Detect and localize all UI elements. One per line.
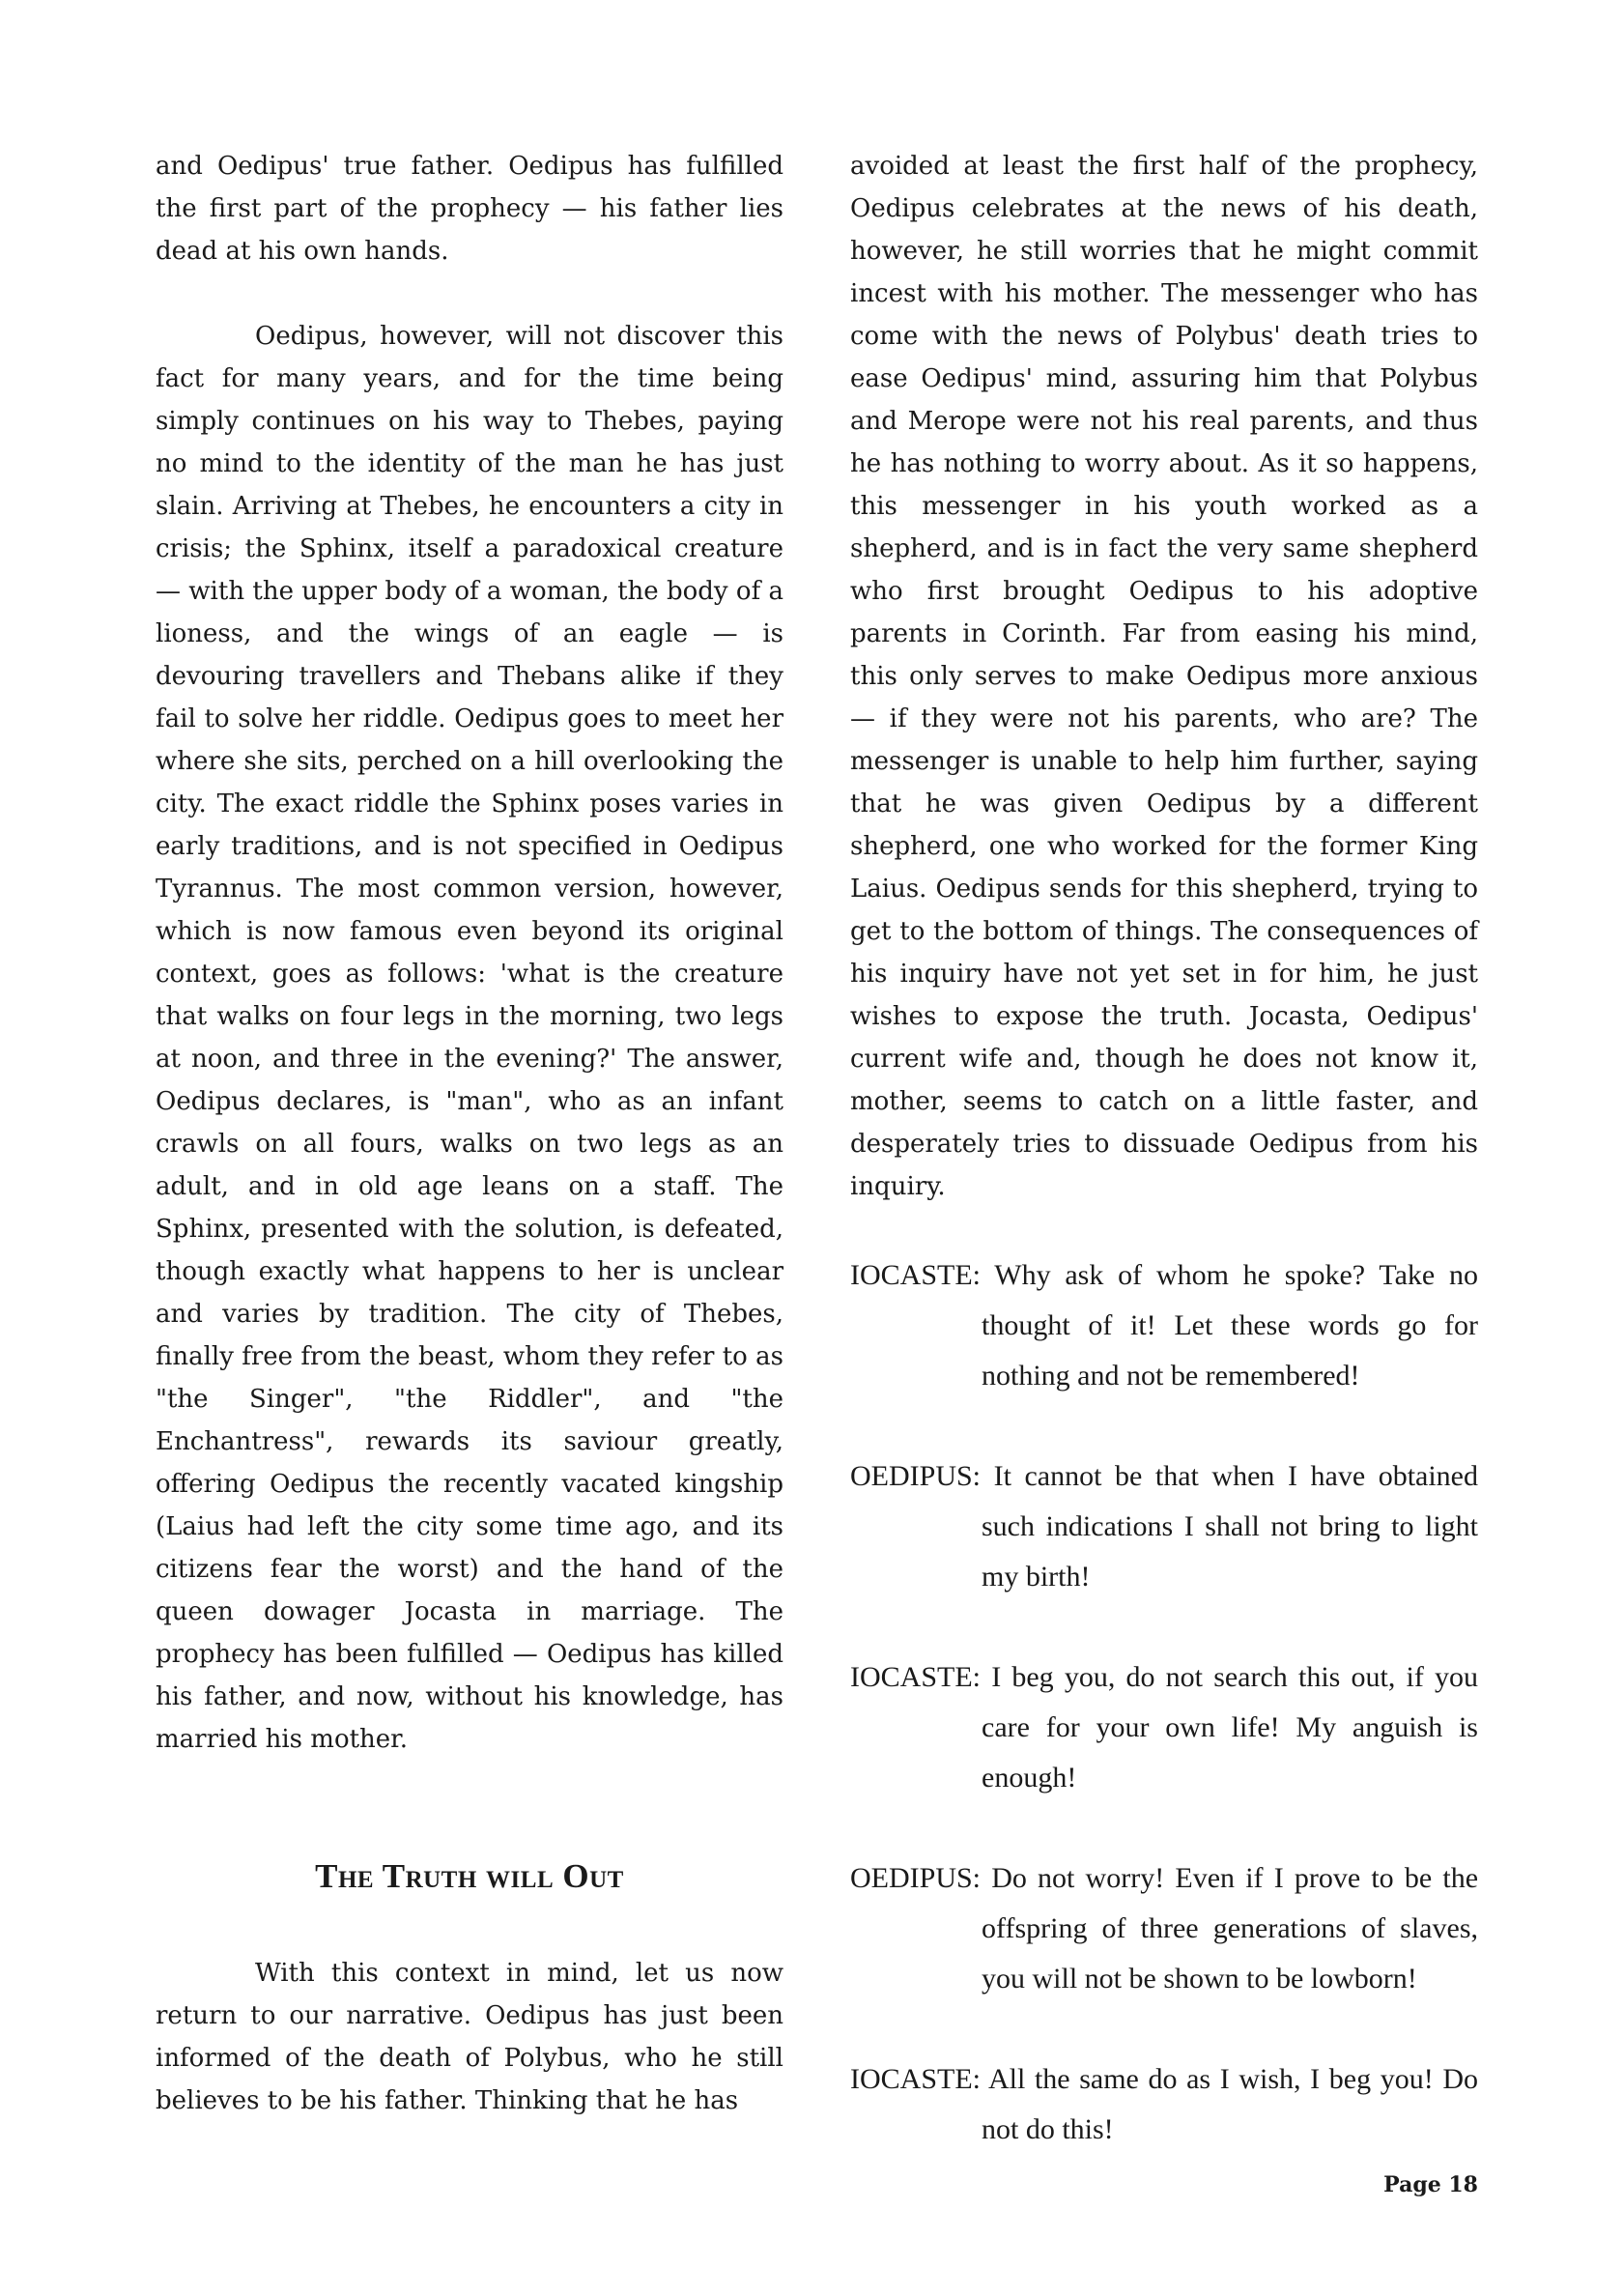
dialogue-text: Why ask of whom he spoke? Take no thought of it! Let these words go for nothing and not be remembered! xyxy=(982,1259,1478,1392)
dialogue-text: I beg you, do not search this out, if you care for your own life! My anguish is enough! xyxy=(982,1661,1479,1794)
paragraph: and Oedipus' true father. Oedipus has fulfilled the first part of the prophecy — his father lies dead at his own hands. xyxy=(156,152,783,266)
left-column xyxy=(156,145,783,2122)
page-number: Page 18 xyxy=(1383,2172,1478,2197)
dialogue-text: It cannot be that when I have obtained such indications I shall not bring to light my birth! xyxy=(982,1460,1478,1593)
section-heading: The Truth will Out xyxy=(315,1857,624,1895)
dialogue-text: Do not worry! Even if I prove to be the offspring of three generations of slaves, you will not be shown to be lowborn! xyxy=(982,1862,1479,1995)
dialogue-line xyxy=(850,1652,1478,1803)
dialogue-line xyxy=(850,1853,1478,2004)
dialogue-line xyxy=(850,1451,1478,1602)
paragraph: With this context in mind, let us now return to our narrative. Oedipus has just been informed of the death of Polybus, who he still believes to be his father. Thinking that he has xyxy=(156,1959,783,2115)
dialogue-line xyxy=(850,1250,1478,1401)
paragraph: avoided at least the first half of the prophecy, Oedipus celebrates at the news of his death, however, he still worries that he might commit incest with his mother. The messenger who has come with the news of Polybus' death tries to ease Oedipus' mind, assuring him that Polybus and Merope were not his real parents, and thus he has nothing to worry about. As it so happens, this messenger in his youth worked as a shepherd, and is in fact the very same shepherd who first brought Oedipus to his adoptive parents in Corinth. Far from easing his mind, this only serves to make Oedipus more anxious — if they were not his parents, who are? The messenger is unable to help him further, saying that he was given Oedipus by a different shepherd, one who worked for the former King Laius. Oedipus sends for this shepherd, trying to get to the bottom of things. The consequences of his inquiry have not yet set in for him, he just wishes to expose the truth. Jocasta, Oedipus' current wife and, though he does not know it, mother, seems to catch on a little faster, and desperately tries to dissuade Oedipus from his inquiry. xyxy=(850,152,1478,1201)
dialogue-line xyxy=(850,2054,1478,2155)
speaker-name: IOCASTE: xyxy=(850,1661,981,1693)
paragraph: Oedipus, however, will not discover this fact for many years, and for the time being simply continues on his way to Thebes, paying no mind to the identity of the man he has just slain. Arriving at Thebes, he encounters a city in crisis; the Sphinx, itself a paradoxical creature — with the upper body of a woman, the body of a lioness, and the wings of an eagle — is devouring travellers and Thebans alike if they fail to solve her riddle. Oedipus goes to meet her where she sits, perched on a hill overlooking the city. The exact riddle the Sphinx poses varies in early traditions, and is not specified in Oedipus Tyrannus. The most common version, however, which is now famous even beyond its original context, goes as follows: 'what is the creature that walks on four legs in the morning, two legs at noon, and three in the evening?' The answer, Oedipus declares, is "man", who as an infant crawls on all fours, walks on two legs as an adult, and in old age leans on a staff. The Sphinx, presented with the solution, is defeated, though exactly what happens to her is unclear and varies by tradition. The city of Thebes, finally free from the beast, whom they refer to as "the Singer", "the Riddler", and "the Enchantress", rewards its saviour greatly, offering Oedipus the recently vacated kingship (Laius had left the city some time ago, and its citizens fear the worst) and the hand of the queen dowager Jocasta in marriage. The prophecy has been fulfilled — Oedipus has killed his father, and now, without his knowledge, has married his mother. xyxy=(156,322,783,1754)
speaker-name: OEDIPUS: xyxy=(850,1862,982,1894)
dialogue-text: All the same do as I wish, I beg you! Do not do this! xyxy=(982,2063,1478,2145)
speaker-name: IOCASTE: xyxy=(850,1259,981,1291)
dialogue-block xyxy=(850,1250,1478,2155)
speaker-name: IOCASTE: xyxy=(850,2063,981,2095)
speaker-name: OEDIPUS: xyxy=(850,1460,982,1492)
right-column xyxy=(850,145,1478,2155)
